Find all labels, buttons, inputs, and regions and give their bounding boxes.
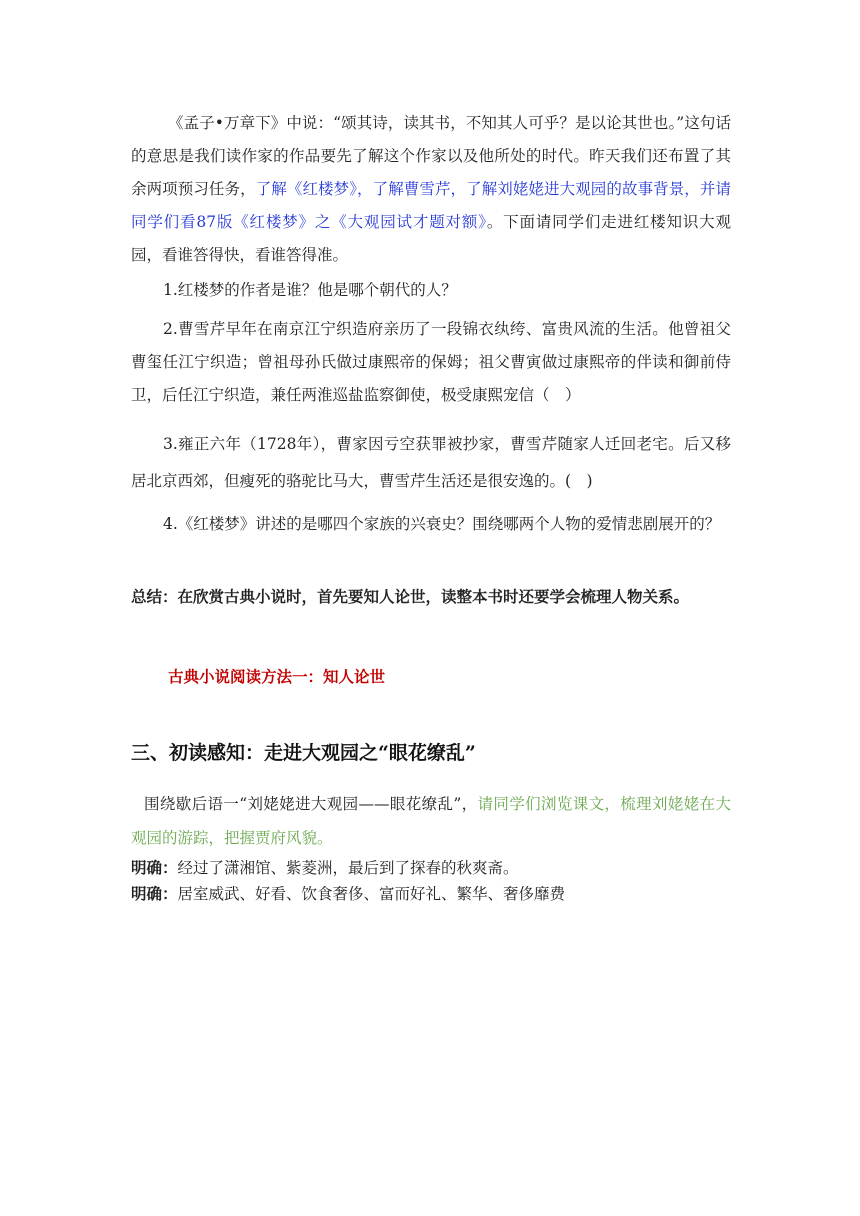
answer-2-text: 居室威武、好看、饮食奢侈、富而好礼、繁华、奢侈靡费	[177, 885, 566, 903]
question-4: 4.《红楼梦》讲述的是哪四个家族的兴衰史？围绕哪两个人物的爱情悲剧展开的？	[163, 515, 721, 533]
document-page	[131, 107, 731, 907]
question-1: 1.红楼梦的作者是谁？他是哪个朝代的人？	[163, 281, 457, 299]
reading-method: 古典小说阅读方法一：知人论世	[168, 667, 386, 686]
summary-text: 总结：在欣赏古典小说时，首先要知人论世，读整本书时还要学会梳理人物关系。	[131, 587, 690, 606]
answer-1	[131, 855, 731, 881]
answer-2-label: 明确：	[131, 884, 178, 903]
section-3-body	[131, 787, 731, 855]
answer-1-text: 经过了潇湘馆、紫菱洲，最后到了探春的秋爽斋。	[177, 859, 519, 877]
answer-1-label: 明确：	[131, 858, 178, 877]
question-3: 3.雍正六年（1728年），曹家因亏空获罪被抄家，曹雪芹随家人迁回老宅。后又移居北京西郊，但瘦死的骆驼比马大，曹雪芹生活还是很安逸的。( )	[131, 435, 731, 490]
answer-2	[131, 881, 731, 907]
question-2: 2.曹雪芹早年在南京江宁织造府亲历了一段锦衣纨绔、富贵风流的生活。他曾祖父曹玺任江宁织造；曾祖母孙氏做过康熙帝的保姆；祖父曹寅做过康熙帝的伴读和御前侍卫，后任江宁织造，兼任两淮巡盐监察御使，极受康熙宠信（ ）	[131, 320, 731, 404]
intro-text-3: 。下面请同学们走进红楼知识大观园，看谁答得快，看谁答得准。	[131, 213, 731, 264]
section-3-lead: 围绕歇后语一“刘姥姥进大观园——眼花缭乱”，	[144, 795, 478, 813]
intro-paragraph	[131, 107, 731, 272]
section-3-task: 请同学们浏览课文，梳理刘姥姥在大观园的游踪，把握贾府风貌。	[131, 795, 731, 847]
section-3-title: 三、初读感知：走进大观园之“眼花缭乱”	[131, 742, 476, 764]
intro-preview-tasks: 了解《红楼梦》，了解曹雪芹，了解刘姥姥进大观园的故事背景，并请同学们看87版《红楼梦》之《大观园试才题对额》	[131, 180, 731, 231]
intro-text-1: 《孟子•万章下》中说：“颂其诗，读其书，不知其人可乎？是以论其世也。”这句话的意思是我们读作家的作品要先了解这个作家以及他所处的时代。昨天我们还布置了其余两项预习任务，	[131, 114, 731, 198]
